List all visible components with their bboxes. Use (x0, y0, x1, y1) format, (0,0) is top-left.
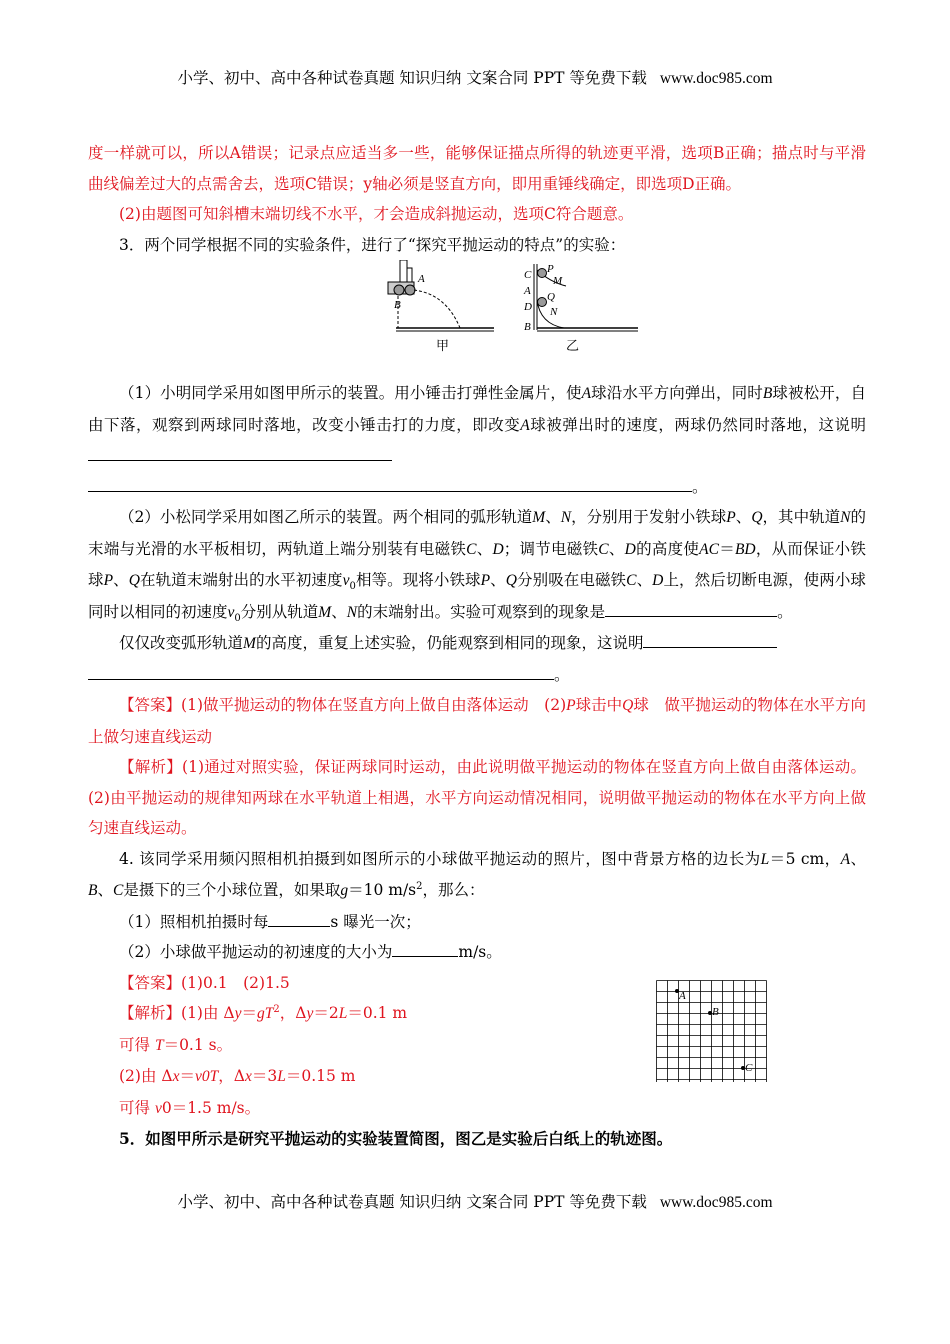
header-url[interactable]: www.doc985.com (659, 70, 773, 87)
q4-sub2: （2）小球做平抛运动的初速度的大小为 m/s。 (88, 937, 866, 968)
q3-sub3-blank-2[interactable] (88, 661, 554, 680)
fig-yi-label-a: A (524, 285, 531, 297)
q4-analysis-4: 可得 v0＝1.5 m/s。 (119, 1098, 261, 1117)
q4-analysis-2: 可得 T＝0.1 s。 (119, 1035, 233, 1054)
q3-sub2-blank[interactable] (605, 598, 777, 617)
grid-label-a: A (679, 990, 686, 1002)
q4-analysis-3: (2)由 Δx＝v0T，Δx＝3L＝0.15 m (119, 1067, 356, 1085)
q3-sub1-cont: 。 (88, 472, 866, 503)
q3-stem: 3．两个同学根据不同的实验条件，进行了“探究平抛运动的特点”的实验： (119, 235, 626, 254)
q4-answer: 【答案】(1)0.1 (2)1.5 (119, 973, 290, 992)
q3-sub3-cont: 。 (88, 660, 866, 691)
q4-sub1: （1）照相机拍摄时每 s 曝光一次； (88, 907, 866, 938)
q3-answer: 【答案】(1)做平抛运动的物体在竖直方向上做自由落体运动 (2)P球击中Q球 做平抛运动的物体在水平方向上做匀速直线运动 (88, 696, 866, 746)
q3-apparatus-figure (88, 260, 866, 378)
q3-sub3: 仅仅改变弧形轨道M的高度，重复上述实验，仍能观察到相同的现象，这说明 (88, 628, 866, 660)
q3-figure (88, 260, 866, 378)
q4-sub2-blank[interactable] (392, 938, 458, 957)
fig-yi-label-p: P (547, 263, 554, 275)
q4-sub1-blank[interactable] (268, 908, 330, 927)
grid-label-c: C (745, 1062, 753, 1074)
footer-text: 小学、初中、高中各种试卷真题 知识归纳 文案合同 PPT 等免费下载 (177, 1193, 647, 1211)
fig-label-jia: 甲 (436, 339, 450, 354)
figure-yi (523, 263, 638, 354)
fig-yi-label-n: N (550, 306, 558, 318)
fig-yi-label-q: Q (547, 291, 555, 303)
prev-answer-paragraph-2: (2)由题图可知斜槽末端切线不水平，才会造成斜抛运动，选项C符合题意。 (119, 205, 634, 223)
fig-yi-label-b: B (524, 321, 531, 333)
q4-grid-figure (656, 980, 768, 1082)
q4-analysis-1: 【解析】(1)由 $\Delta y=gT^2$，Δy＝2L＝0.1 m (119, 1003, 408, 1022)
q3-sub2: （2）小松同学采用如图乙所示的装置。两个相同的弧形轨道M、N，分别用于发射小铁球P、Q，其中轨道N的末端与光滑的水平板相切，两轨道上端分别装有电磁铁C、D；调节电磁铁C、D的高度使AC＝BD，从而保证小铁球P、Q在轨道末端射出的水平初速度$v_0$相等。现将小铁球P、Q分别吸在电磁铁C、D上，然后切断电源，使两小球同时以相同的初速度$v_0$分别从轨道M、N的末端射出。实验可观察到的现象是 。 (88, 508, 866, 624)
footer-url[interactable]: www.doc985.com (659, 1194, 773, 1211)
figure-jia (388, 260, 494, 354)
prev-answer-paragraph: 度一样就可以，所以A错误；记录点应适当多一些，能够保证描点所得的轨迹更平滑，选项B正确；描点时与平滑曲线偏差过大的点需舍去，选项C错误；y轴必须是竖直方向，即用重锤线确定，即选项D正确。 (88, 144, 866, 193)
q3-sub1-blank-2[interactable] (88, 473, 692, 492)
fig-jia-label-b: B (394, 299, 401, 311)
header-text: 小学、初中、高中各种试卷真题 知识归纳 文案合同 PPT 等免费下载 (177, 69, 647, 87)
q3-sub3-blank-1[interactable] (643, 629, 777, 648)
fig-yi-label-d: D (524, 301, 532, 313)
fig-yi-label-c: C (524, 269, 532, 281)
q4-stem: 4. 该同学采用频闪照相机拍摄到如图所示的小球做平抛运动的照片，图中背景方格的边长为L＝5 cm，A、B、C是摄下的三个小球位置，如果取g＝10 $m/s^2$，那么： (88, 849, 866, 899)
fig-label-yi: 乙 (566, 339, 580, 354)
page-footer (0, 1190, 950, 1212)
q5-stem: 5．如图甲所示是研究平抛运动的实验装置简图，图乙是实验后白纸上的轨迹图。 (119, 1129, 673, 1148)
q3-sub1: （1）小明同学采用如图甲所示的装置。用小锤击打弹性金属片，使A球沿水平方向弹出，同时B球被松开，自由下落，观察到两球同时落地，改变小锤击打的力度，即改变A球被弹出时的速度，两球仍然同时落地，这说明 (88, 378, 866, 472)
q3-analysis: 【解析】(1)通过对照实验，保证两球同时运动，由此说明做平抛运动的物体在竖直方向上做自由落体运动。(2)由平抛运动的规律知两球在水平轨道上相遇，水平方向运动情况相同，说明做平抛运动的物体在水平方向上做匀速直线运动。 (88, 758, 866, 837)
grid-label-b: B (712, 1006, 719, 1018)
q3-sub1-blank-1[interactable] (88, 442, 392, 461)
page-header (0, 66, 950, 88)
fig-yi-label-m: M (553, 275, 563, 287)
fig-jia-label-a: A (418, 273, 425, 285)
